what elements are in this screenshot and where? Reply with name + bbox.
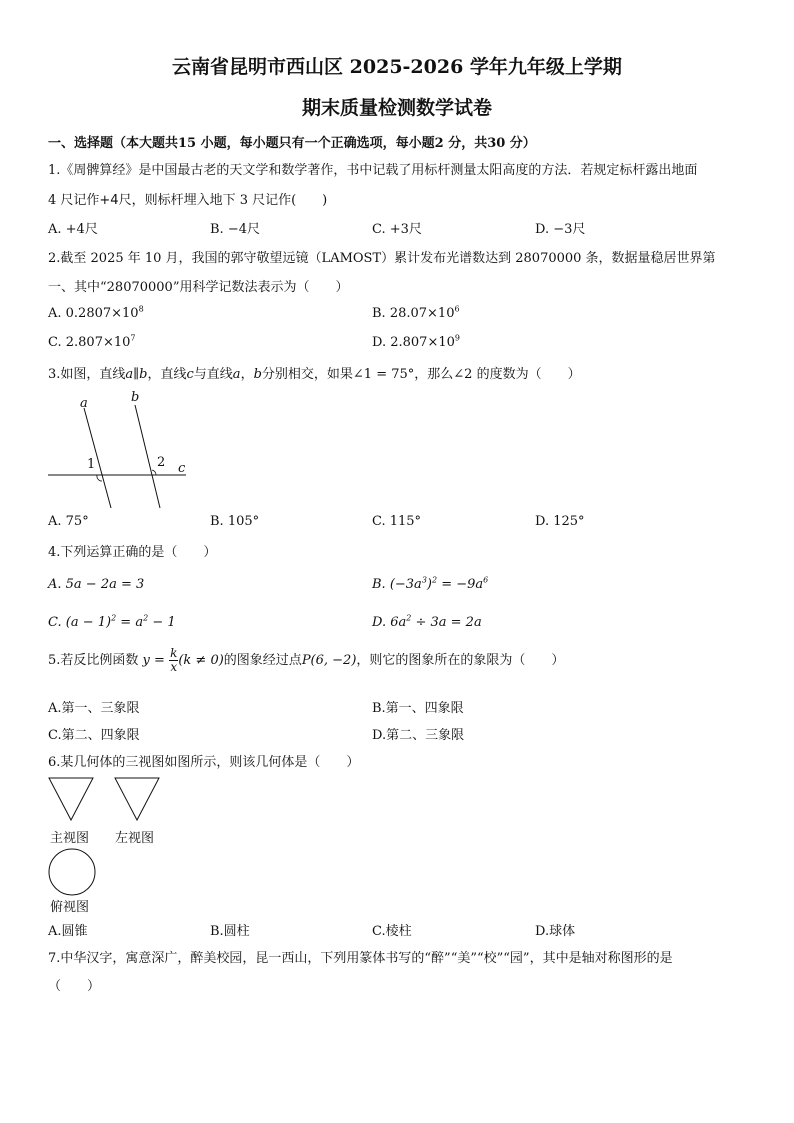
q2-option-c-exp: 7 (130, 333, 136, 343)
q5-denominator: x (170, 660, 178, 674)
q4-option-c (48, 615, 176, 630)
q2-line1: 2.截至 2025 年 10 月，我国的郭守敬望远镜（LAMOST）累计发布光谱数达到 28070000 条，数据量稳居世界第 (48, 251, 716, 266)
section-heading: 一、选择题（本大题共15 小题，每小题只有一个正确选项，每小题2 分，共30 分） (48, 136, 536, 151)
q6-option-d: D.球体 (535, 924, 576, 939)
q4-b-part: = −9a (437, 577, 484, 592)
q5-mid: 的图象经过点 (223, 653, 302, 668)
q5-y: y = (142, 653, 165, 668)
q3-stem-part: 3.如图，直线 (48, 367, 126, 382)
q3-stem-part: 与直线 (193, 367, 233, 382)
q1-line2 (48, 189, 327, 208)
left-view-triangle (113, 776, 161, 822)
q5-option-d: D.第二、三象限 (372, 728, 465, 743)
q4-c-exp: 2 (111, 613, 117, 623)
q3-option-d: D. 125° (535, 514, 585, 529)
angle-2-arc (152, 470, 156, 475)
q2-option-b-base: B. 28.07×10 (372, 306, 455, 321)
exam-title-line1: 云南省昆明市西山区 2025-2026 学年九年级上学期 (172, 56, 622, 78)
q4-c-part: = a (116, 615, 144, 630)
q1-option-b: B. −4尺 (210, 222, 260, 237)
q2-option-b-exp: 6 (454, 304, 460, 314)
q3-stem-var-b: b (253, 367, 262, 382)
q6-stem: 6.某几何体的三视图如图所示，则该几何体是（ ） (48, 755, 360, 770)
q4-option-b (372, 577, 488, 592)
q4-d-part: ÷ 3a = 2a (411, 615, 482, 630)
q5-stem (48, 647, 564, 674)
fig-label-angle1: 1 (87, 457, 96, 472)
q1-line2-pre: 4 尺记作 (48, 193, 100, 208)
q5-condition: (k ≠ 0) (178, 653, 224, 668)
q2-option-c-base: C. 2.807×10 (48, 335, 131, 350)
q5-post: ，则它的图象所在的象限为（ ） (356, 653, 565, 668)
q5-fraction (169, 647, 178, 674)
q2-option-b (372, 306, 460, 321)
q4-c-part: − 1 (148, 615, 176, 630)
q5-option-b: B.第一、四象限 (372, 701, 464, 716)
q3-stem-parallel: a∥b (125, 367, 148, 382)
q4-d-exp: 2 (406, 613, 412, 623)
top-view-label: 俯视图 (50, 900, 90, 915)
q5-option-c: C.第二、四象限 (48, 728, 140, 743)
q3-stem-part: 分别相交，如果∠1 = 75°，那么∠2 的度数为（ ） (261, 367, 581, 382)
q1-option-c: C. +3尺 (372, 222, 422, 237)
q6-option-c: C.棱柱 (372, 924, 412, 939)
q4-option-d (372, 615, 482, 630)
q2-option-d-exp: 9 (454, 333, 460, 343)
q5-pre: 5.若反比例函数 (48, 653, 139, 668)
q1-option-a: A. +4尺 (48, 222, 98, 237)
q4-d-part: D. 6a (372, 615, 407, 630)
q1-line2-post: 尺，则标杆埋入地下 3 尺记作( ) (118, 193, 328, 208)
q5-option-a: A.第一、三象限 (48, 701, 140, 716)
q2-option-d-base: D. 2.807×10 (372, 335, 455, 350)
q1-option-d: D. −3尺 (535, 222, 586, 237)
q6-option-b: B.圆柱 (210, 924, 250, 939)
q3-option-a: A. 75° (48, 514, 89, 529)
q2-option-d (372, 335, 460, 350)
q5-numerator: k (170, 646, 178, 660)
q2-line2: 一、其中“28070000”用科学记数法表示为（ ） (48, 280, 349, 295)
q4-b-part: B. (−3a (372, 577, 422, 592)
q7-line2: （ ） (48, 979, 101, 994)
front-view-label: 主视图 (50, 831, 90, 846)
q4-stem: 4.下列运算正确的是（ ） (48, 545, 217, 560)
q4-b-exp: 3 (421, 575, 427, 585)
q2-option-a-exp: 8 (138, 304, 144, 314)
q4-option-a: A. 5a − 2a = 3 (48, 577, 145, 592)
q3-stem (48, 363, 581, 382)
q1-line2-mid: +4 (99, 193, 119, 208)
q4-c-part: C. (a − 1) (48, 615, 112, 630)
q3-option-b: B. 105° (210, 514, 260, 529)
q3-stem-var-c: c (186, 367, 194, 382)
q4-c-exp: 2 (143, 613, 149, 623)
q6-option-a: A.圆锥 (48, 924, 88, 939)
q2-option-a-base: A. 0.2807×10 (48, 306, 139, 321)
fig-label-c: c (178, 461, 186, 476)
q7-line1: 7.中华汉字，寓意深广，醉美校园，昆一西山，下列用篆体书写的“醉”“美”“校”“园”，其中是轴对称图形的是 (48, 951, 673, 966)
q2-option-c (48, 335, 136, 350)
q4-b-exp: 2 (431, 575, 438, 585)
q3-stem-var-a: a (232, 367, 241, 382)
q3-stem-part: ， (240, 367, 254, 382)
top-view-circle (47, 847, 97, 897)
q4-b-exp: 6 (483, 575, 489, 585)
q3-stem-part: ，直线 (147, 367, 187, 382)
left-view-label: 左视图 (115, 831, 155, 846)
angle-1-arc (97, 475, 102, 481)
q3-figure (40, 388, 200, 513)
q1-line1: 1.《周髀算经》是中国最古老的天文学和数学著作，书中记载了用标杆测量太阳高度的方法．若规定标杆露出地面 (48, 163, 698, 178)
exam-title-line2: 期末质量检测数学试卷 (301, 97, 492, 119)
fig-label-b: b (131, 390, 140, 405)
q2-option-a (48, 306, 144, 321)
q5-point: P(6, −2) (301, 653, 357, 668)
fig-label-angle2: 2 (157, 455, 166, 470)
q3-option-c: C. 115° (372, 514, 422, 529)
front-view-triangle (47, 776, 95, 822)
fig-label-a: a (80, 396, 88, 411)
q4-b-part: ) (426, 577, 432, 592)
